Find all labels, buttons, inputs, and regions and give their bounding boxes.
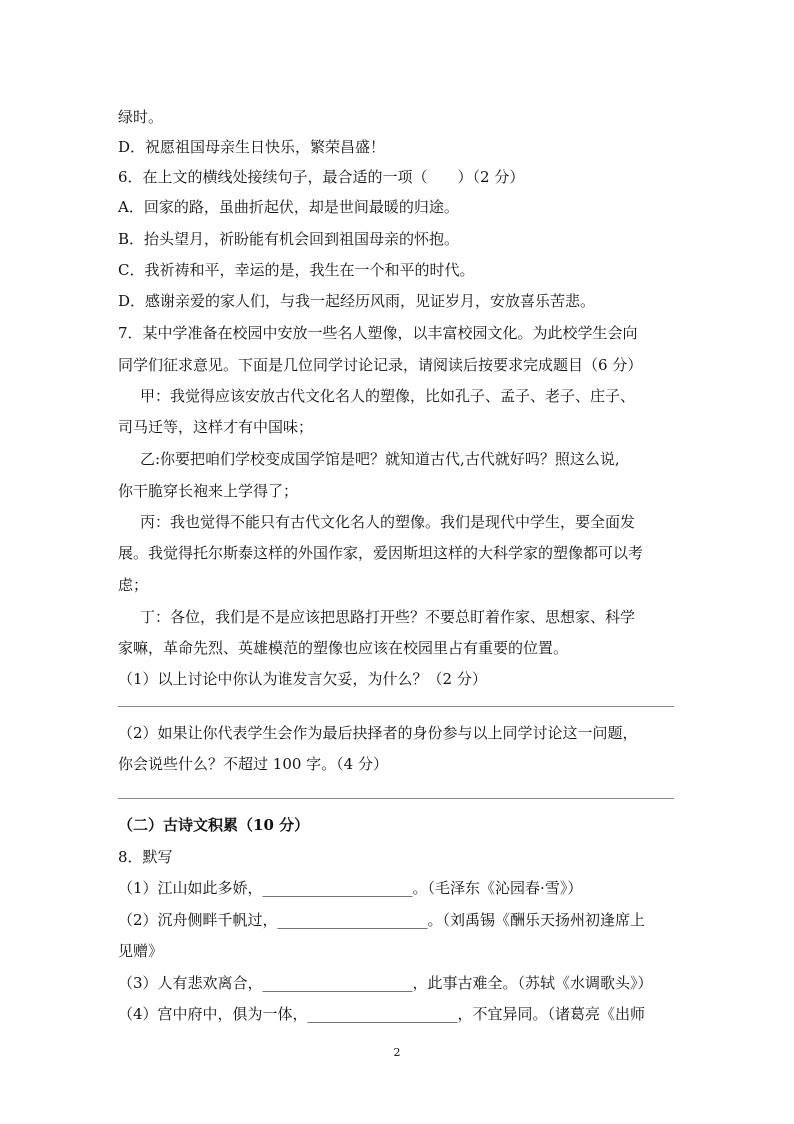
speaker-bing-line-2: 展。我觉得托尔斯泰这样的外国作家，爱因斯坦这样的大科学家的塑像都可以考 xyxy=(118,544,644,562)
section-heading: （二）古诗文积累（10 分） xyxy=(118,816,310,834)
speaker-jia-line-2: 司马迁等，这样才有中国味； xyxy=(118,418,314,436)
speaker-ding-line-2: 家嘛，革命先烈、英雄模范的塑像也应该在校园里占有重要的位置。 xyxy=(118,639,569,657)
dictation-4: （4）宫中府中，俱为一体，____________________，不宜异同。（诸葛亮《出师 xyxy=(118,1005,646,1023)
dictation-1: （1）江山如此多娇，____________________。（毛泽东《沁园春·雪》） xyxy=(118,879,583,897)
subquestion-1: （1）以上讨论中你认为谁发言欠妥，为什么？（2 分） xyxy=(118,670,487,688)
option-d: D．感谢亲爱的家人们，与我一起经历风雨，见证岁月，安放喜乐苦悲。 xyxy=(118,292,596,310)
question-6: 6．在上文的横线处接续句子，最合适的一项（ ）（2 分） xyxy=(118,168,525,186)
answer-line-2[interactable] xyxy=(118,798,674,799)
speaker-yi-line-2: 你干脆穿长袍来上学得了； xyxy=(118,482,299,500)
page-number: 2 xyxy=(393,1046,401,1059)
dictation-3: （3）人有悲欢离合，____________________，此事古难全。（苏轼《水调歌头》） xyxy=(118,974,653,992)
answer-line-1[interactable] xyxy=(118,706,674,707)
speaker-jia-line-1: 甲：我觉得应该安放古代文化名人的塑像，比如孔子、孟子、老子、庄子、 xyxy=(140,387,636,405)
speaker-ding-line-1: 丁：各位，我们是不是应该把思路打开些？不要总盯着作家、思想家、科学 xyxy=(140,608,636,626)
dictation-2-line-1: （2）沉舟侧畔千帆过，____________________。（刘禹锡《酬乐天扬州初逢席上 xyxy=(118,911,646,929)
dictation-2-line-2: 见赠》 xyxy=(118,942,164,960)
speaker-bing-line-3: 虑； xyxy=(118,576,149,594)
question-7-line-1: 7．某中学准备在校园中安放一些名人塑像，以丰富校园文化。为此校学生会向 xyxy=(118,324,638,342)
subquestion-2-line-2: 你会说些什么？不超过 100 字。（4 分） xyxy=(118,755,388,773)
subquestion-2-line-1: （2）如果让你代表学生会作为最后抉择者的身份参与以上同学讨论这一问题， xyxy=(118,724,638,742)
question-8: 8．默写 xyxy=(118,848,173,866)
question-7-line-2: 同学们征求意见。下面是几位同学讨论记录，请阅读后按要求完成题目（6 分） xyxy=(118,356,643,374)
option-c: C．我祈祷和平，幸运的是，我生在一个和平的时代。 xyxy=(118,261,475,279)
speaker-yi-line-1: 乙:你要把咱们学校变成国学馆是吧？就知道古代,古代就好吗？照这么说, xyxy=(140,450,620,468)
speaker-bing-line-1: 丙：我也觉得不能只有古代文化名人的塑像。我们是现代中学生，要全面发 xyxy=(140,513,636,531)
option-a: A．回家的路，虽曲折起伏，却是世间最暖的归途。 xyxy=(118,198,459,216)
option-b: B．抬头望月，祈盼能有机会回到祖国母亲的怀抱。 xyxy=(118,230,460,248)
text-line: 绿时。 xyxy=(118,108,164,126)
option-d-wish: D．祝愿祖国母亲生日快乐，繁荣昌盛！ xyxy=(118,138,386,156)
